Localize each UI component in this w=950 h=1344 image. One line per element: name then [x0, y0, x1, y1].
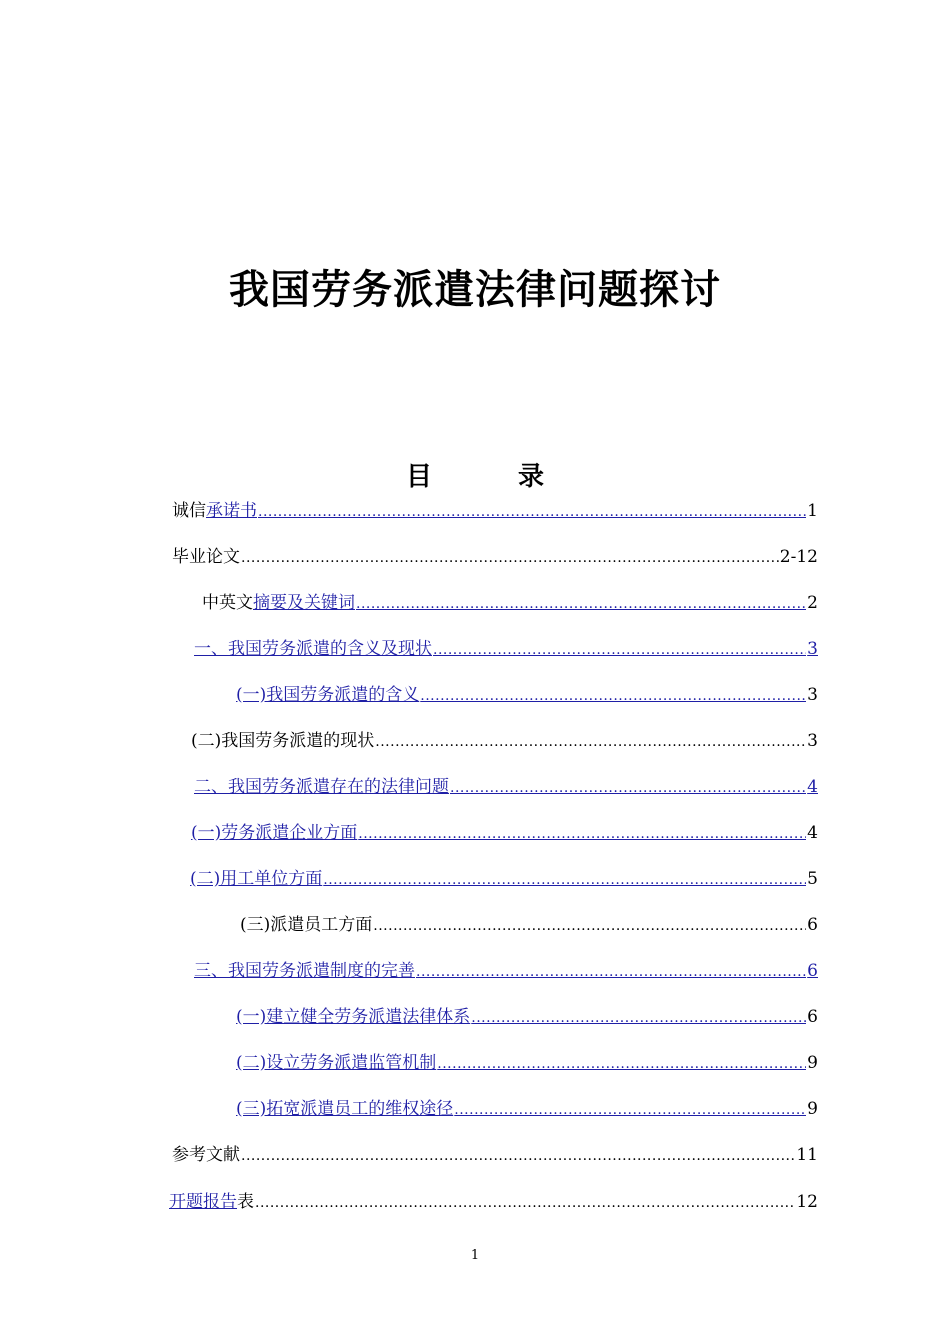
toc-page-number: 6 [807, 1007, 818, 1027]
toc-leader-dots [356, 592, 806, 616]
toc-page-number: 11 [796, 1145, 818, 1165]
toc-leader-dots [373, 914, 806, 938]
toc-leader-dots [255, 1191, 795, 1215]
toc-entry-link[interactable]: 开题报告 [169, 1192, 237, 1212]
toc-leader-dots [416, 960, 806, 984]
toc-leader-dots [437, 1052, 806, 1076]
toc-leader-dots [241, 546, 779, 570]
toc-leader-dots [433, 638, 806, 662]
toc-entry-suffix: 表 [237, 1192, 254, 1212]
toc-entry-link[interactable]: (二)用工单位方面 [190, 869, 323, 889]
toc-entry-label: 诚信 [172, 501, 206, 521]
toc-heading: 目 录 [405, 462, 574, 492]
toc-leader-dots [450, 776, 806, 800]
toc-page-number: 9 [807, 1099, 818, 1119]
toc-page-number: 2 [807, 593, 818, 613]
toc-entry-link[interactable]: 二、我国劳务派遣存在的法律问题 [194, 777, 449, 797]
toc-entry-link[interactable]: (三)拓宽派遣员工的维权途径 [236, 1099, 454, 1119]
toc-entry-link[interactable]: (一)劳务派遣企业方面 [191, 823, 358, 843]
toc-leader-dots [375, 730, 806, 754]
toc-entry-label: (二)我国劳务派遣的现状 [191, 731, 375, 751]
toc-page-number: 3 [807, 639, 818, 659]
toc-entry-label: 毕业论文 [172, 547, 240, 567]
toc-leader-dots [358, 822, 806, 846]
toc-page-number: 9 [807, 1053, 818, 1073]
page-number: 1 [470, 1248, 480, 1263]
toc-entry[interactable] [194, 959, 818, 983]
toc-entry-link[interactable]: 摘要及关键词 [253, 593, 355, 613]
toc-leader-dots [471, 1006, 806, 1030]
toc-entry[interactable] [194, 637, 818, 661]
toc-entry[interactable] [236, 1005, 818, 1029]
toc-entry[interactable] [191, 821, 818, 845]
toc-entry-link[interactable]: (二)设立劳务派遣监管机制 [236, 1053, 437, 1073]
toc-page-number: 3 [807, 685, 818, 705]
toc-leader-dots [454, 1098, 806, 1122]
toc-entry-link[interactable]: (一)建立健全劳务派遣法律体系 [236, 1007, 471, 1027]
toc-entry-link[interactable]: (一)我国劳务派遣的含义 [236, 685, 420, 705]
toc-leader-dots [323, 868, 806, 892]
toc-page-number: 6 [807, 915, 818, 935]
toc-page-number: 4 [807, 777, 818, 797]
toc-leader-dots [258, 500, 806, 524]
toc-entry-link[interactable]: 承诺书 [206, 501, 257, 521]
toc-page-number: 4 [807, 823, 818, 843]
toc-leader-dots [241, 1144, 795, 1168]
toc-entry-link[interactable]: 三、我国劳务派遣制度的完善 [194, 961, 415, 981]
toc-entry[interactable] [169, 1190, 818, 1214]
toc-page-number: 3 [807, 731, 818, 751]
toc-page-number: 2-12 [779, 547, 818, 567]
toc-entry[interactable] [202, 591, 818, 615]
toc-entry-label: 中英文 [202, 593, 253, 613]
toc-entry-label: 参考文献 [172, 1145, 240, 1165]
toc-entry[interactable] [236, 1097, 818, 1121]
toc-entry[interactable] [190, 867, 818, 891]
toc-entry[interactable] [194, 775, 818, 799]
toc-entry[interactable] [191, 729, 818, 753]
toc-page-number: 1 [807, 501, 818, 521]
toc-page-number: 5 [807, 869, 818, 889]
document-title: 我国劳务派遣法律问题探讨 [229, 267, 721, 313]
toc-entry[interactable] [236, 683, 818, 707]
toc-entry[interactable] [236, 1051, 818, 1075]
toc-entry[interactable] [240, 913, 818, 937]
toc-leader-dots [420, 684, 806, 708]
toc-entry-label: (三)派遣员工方面 [240, 915, 373, 935]
toc-page-number: 6 [807, 961, 818, 981]
toc-page-number: 12 [796, 1192, 818, 1212]
toc-entry[interactable] [172, 545, 818, 569]
toc-entry-link[interactable]: 一、我国劳务派遣的含义及现状 [194, 639, 432, 659]
toc-entry[interactable] [172, 499, 818, 523]
toc-entry[interactable] [172, 1143, 818, 1167]
